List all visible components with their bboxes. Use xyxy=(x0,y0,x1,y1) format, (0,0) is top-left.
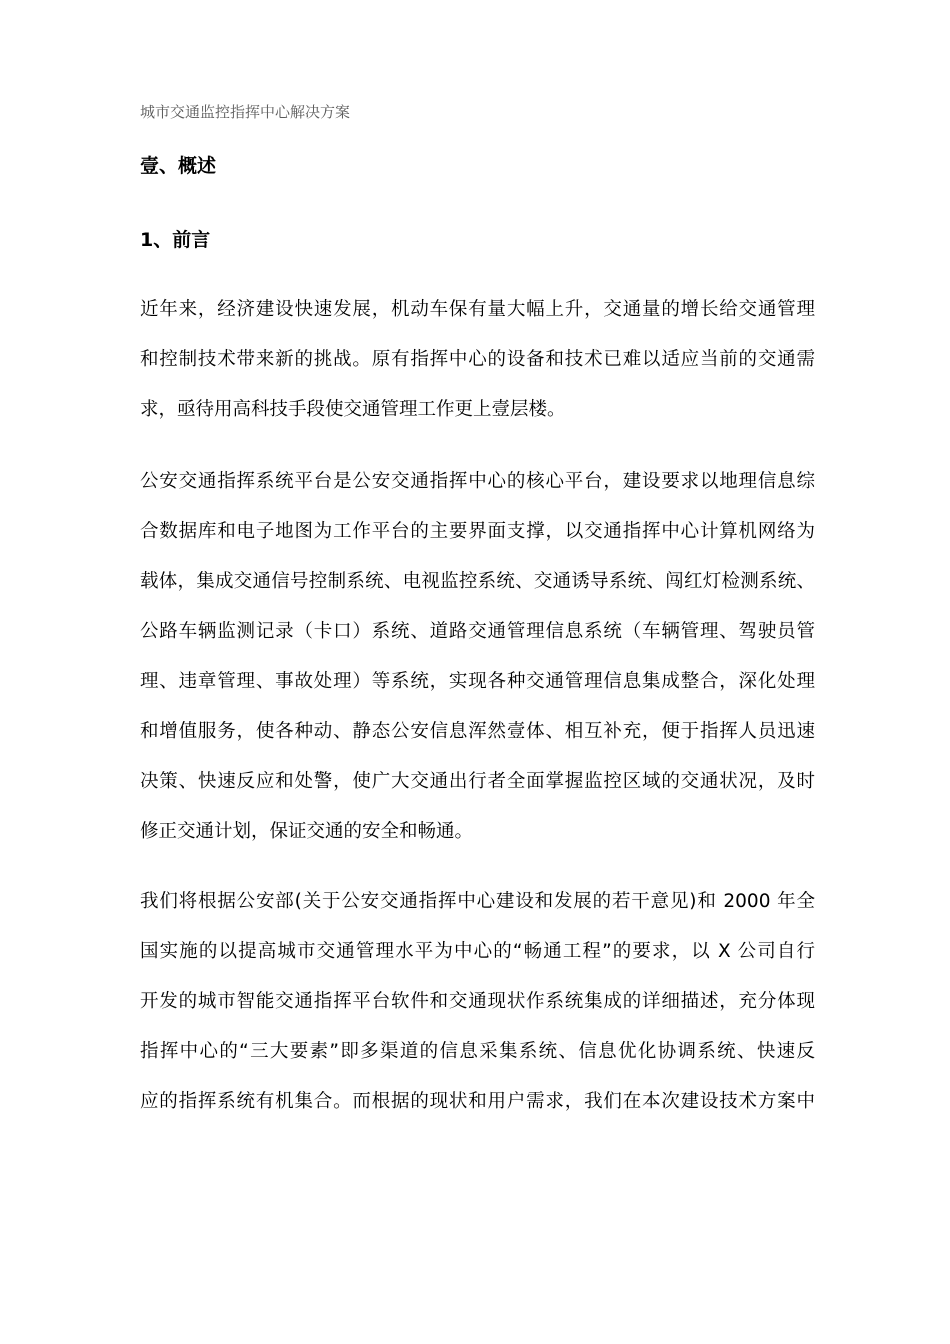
paragraph-line: 国实施的以提高城市交通管理水平为中心的“畅通工程”的要求，以 X 公司自行 xyxy=(140,941,815,962)
paragraph-line: 和控制技术带来新的挑战。原有指挥中心的设备和技术已难以适应当前的交通需 xyxy=(140,349,815,370)
paragraph-line: 指挥中心的“三大要素”即多渠道的信息采集系统、信息优化协调系统、快速反 xyxy=(140,1041,815,1062)
paragraph-line: 开发的城市智能交通指挥平台软件和交通现状作系统集成的详细描述，充分体现 xyxy=(140,991,815,1012)
paragraph-line: 公路车辆监测记录（卡口）系统、道路交通管理信息系统（车辆管理、驾驶员管 xyxy=(140,621,815,642)
paragraph-line: 理、违章管理、事故处理）等系统，实现各种交通管理信息集成整合，深化处理 xyxy=(140,671,815,692)
paragraph-line: 公安交通指挥系统平台是公安交通指挥中心的核心平台，建设要求以地理信息综 xyxy=(140,471,815,492)
paragraph-line: 近年来，经济建设快速发展，机动车保有量大幅上升，交通量的增长给交通管理 xyxy=(140,299,815,320)
subsection-title: 1、前言 xyxy=(140,229,211,251)
paragraph-line: 和增值服务，使各种动、静态公安信息浑然壹体、相互补充，便于指挥人员迅速 xyxy=(140,721,815,742)
document-header: 城市交通监控指挥中心解决方案 xyxy=(140,103,351,121)
paragraph-line: 决策、快速反应和处警，使广大交通出行者全面掌握监控区域的交通状况，及时 xyxy=(140,771,815,792)
paragraph-plan xyxy=(140,877,815,1127)
paragraph-line: 合数据库和电子地图为工作平台的主要界面支撑，以交通指挥中心计算机网络为 xyxy=(140,521,815,542)
paragraph-line: 我们将根据公安部(关于公安交通指挥中心建设和发展的若干意见)和 2000 年全 xyxy=(140,891,815,912)
paragraph-line: 应的指挥系统有机集合。而根据的现状和用户需求，我们在本次建设技术方案中 xyxy=(140,1091,815,1112)
paragraph-line: 修正交通计划，保证交通的安全和畅通。 xyxy=(140,821,474,842)
paragraph-line: 求，亟待用高科技手段使交通管理工作更上壹层楼。 xyxy=(140,399,566,420)
paragraph-intro xyxy=(140,285,815,435)
paragraph-line: 载体，集成交通信号控制系统、电视监控系统、交通诱导系统、闯红灯检测系统、 xyxy=(140,571,815,592)
paragraph-platform xyxy=(140,457,815,857)
section-title: 壹、概述 xyxy=(140,155,217,177)
